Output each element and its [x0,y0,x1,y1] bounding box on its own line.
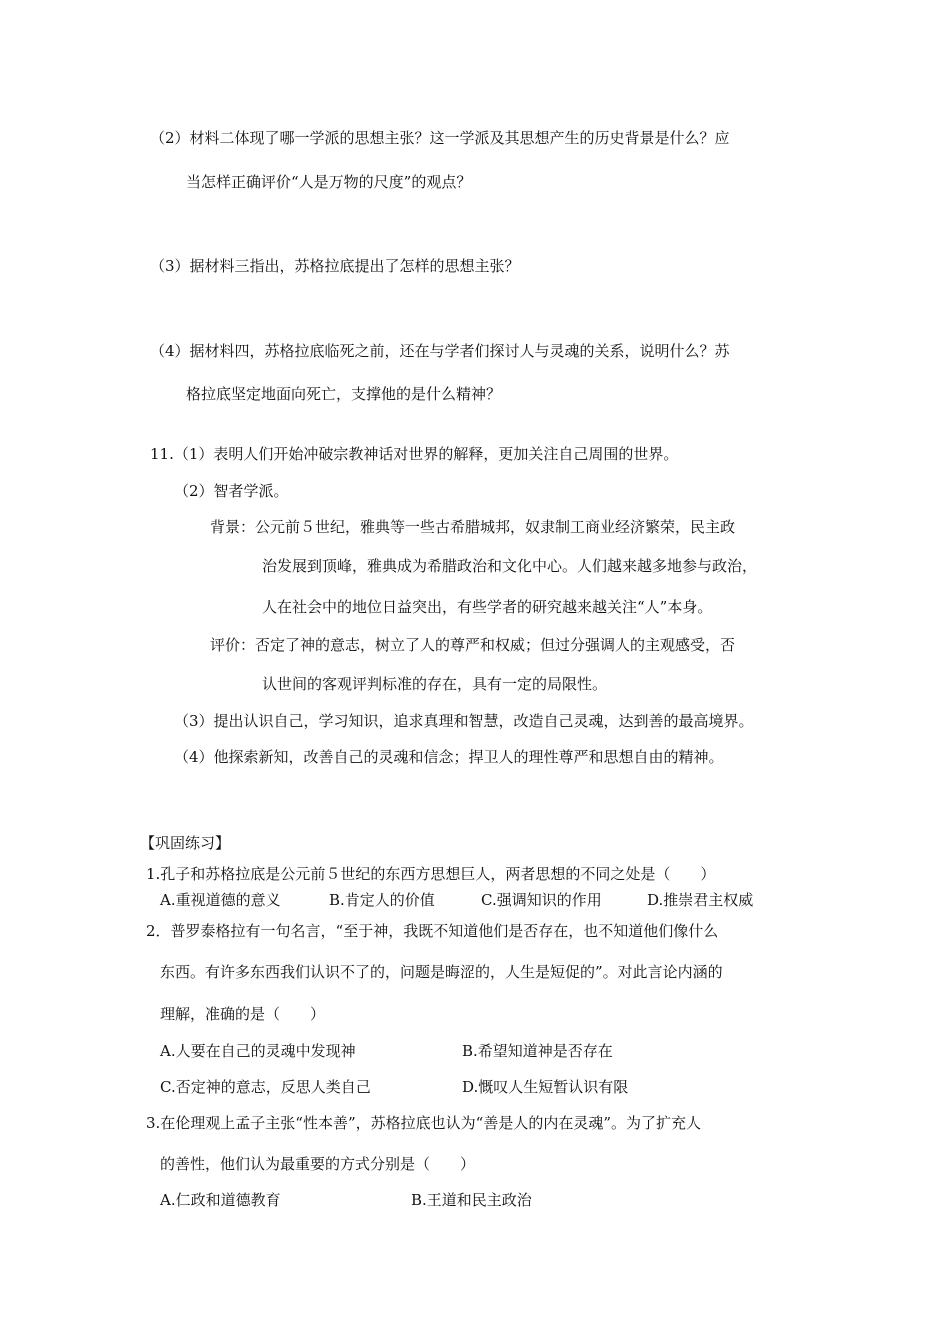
background-line-3: 人在社会中的地位日益突出，有些学者的研究越来越关注“人”本身。 [262,598,713,616]
evaluation-line-2: 认世间的客观评判标准的存在，具有一定的局限性。 [262,675,608,693]
evaluation-line-1: 评价：否定了神的意志，树立了人的尊严和权威；但过分强调人的主观感受，否 [210,636,736,654]
answer-11-part-1: 11.（1）表明人们开始冲破宗教神话对世界的解释，更加关注自己周围的世界。 [150,445,679,463]
question-4-line-2: 格拉底坚定地面向死亡，支撑他的是什么精神？ [186,385,502,403]
practice-2-line-2: 东西。有许多东西我们认识不了的，问题是晦涩的，人生是短促的”。对此言论内涵的 [160,963,723,981]
answer-11-part-4: （4）他探索新知，改善自己的灵魂和信念；捍卫人的理性尊严和思想自由的精神。 [174,748,724,766]
option-3a: A.仁政和道德教育 [160,1191,281,1209]
option-1d: D.推崇君主权威 [647,891,754,909]
option-3b: B.王道和民主政治 [411,1191,532,1209]
question-3-line-1: （3）据材料三指出，苏格拉底提出了怎样的思想主张？ [150,257,520,275]
option-2d: D.慨叹人生短暂认识有限 [462,1078,629,1096]
practice-heading: 【巩固练习】 [140,834,231,852]
option-2c: C.否定神的意志，反思人类自己 [160,1078,371,1096]
answer-11-part-3: （3）提出认识自己，学习知识，追求真理和智慧，改造自己灵魂，达到善的最高境界。 [174,712,754,730]
answer-11-part-2: （2）智者学派。 [174,482,289,500]
practice-3-line-2: 的善性，他们认为最重要的方式分别是（ ） [160,1155,476,1173]
option-1a: A.重视道德的意义 [160,891,281,909]
option-1b: B.肯定人的价值 [329,891,435,909]
option-2a: A.人要在自己的灵魂中发现神 [160,1042,356,1060]
practice-2-line-1: 2．普罗泰格拉有一句名言，“至于神，我既不知道他们是否存在，也不知道他们像什么 [146,922,719,940]
question-2-line-1: （2）材料二体现了哪一学派的思想主张？这一学派及其思想产生的历史背景是什么？应 [150,129,730,147]
option-2b: B.希望知道神是否存在 [462,1042,613,1060]
practice-1-stem: 1.孔子和苏格拉底是公元前５世纪的东西方思想巨人，两者思想的不同之处是（ ） [146,865,716,883]
question-2-line-2: 当怎样正确评价“人是万物的尺度”的观点？ [186,173,472,191]
practice-2-line-3: 理解，准确的是（ ） [160,1005,326,1023]
question-4-line-1: （4）据材料四，苏格拉底临死之前，还在与学者们探讨人与灵魂的关系，说明什么？苏 [150,342,730,360]
practice-3-line-1: 3.在伦理观上孟子主张“性本善”，苏格拉底也认为“善是人的内在灵魂”。为了扩充人 [146,1114,701,1132]
background-line-2: 治发展到顶峰，雅典成为希腊政治和文化中心。人们越来越多地参与政治， [262,557,758,575]
option-1c: C.强调知识的作用 [481,891,602,909]
background-line-1: 背景：公元前５世纪，雅典等一些古希腊城邦，奴隶制工商业经济繁荣，民主政 [210,518,736,536]
